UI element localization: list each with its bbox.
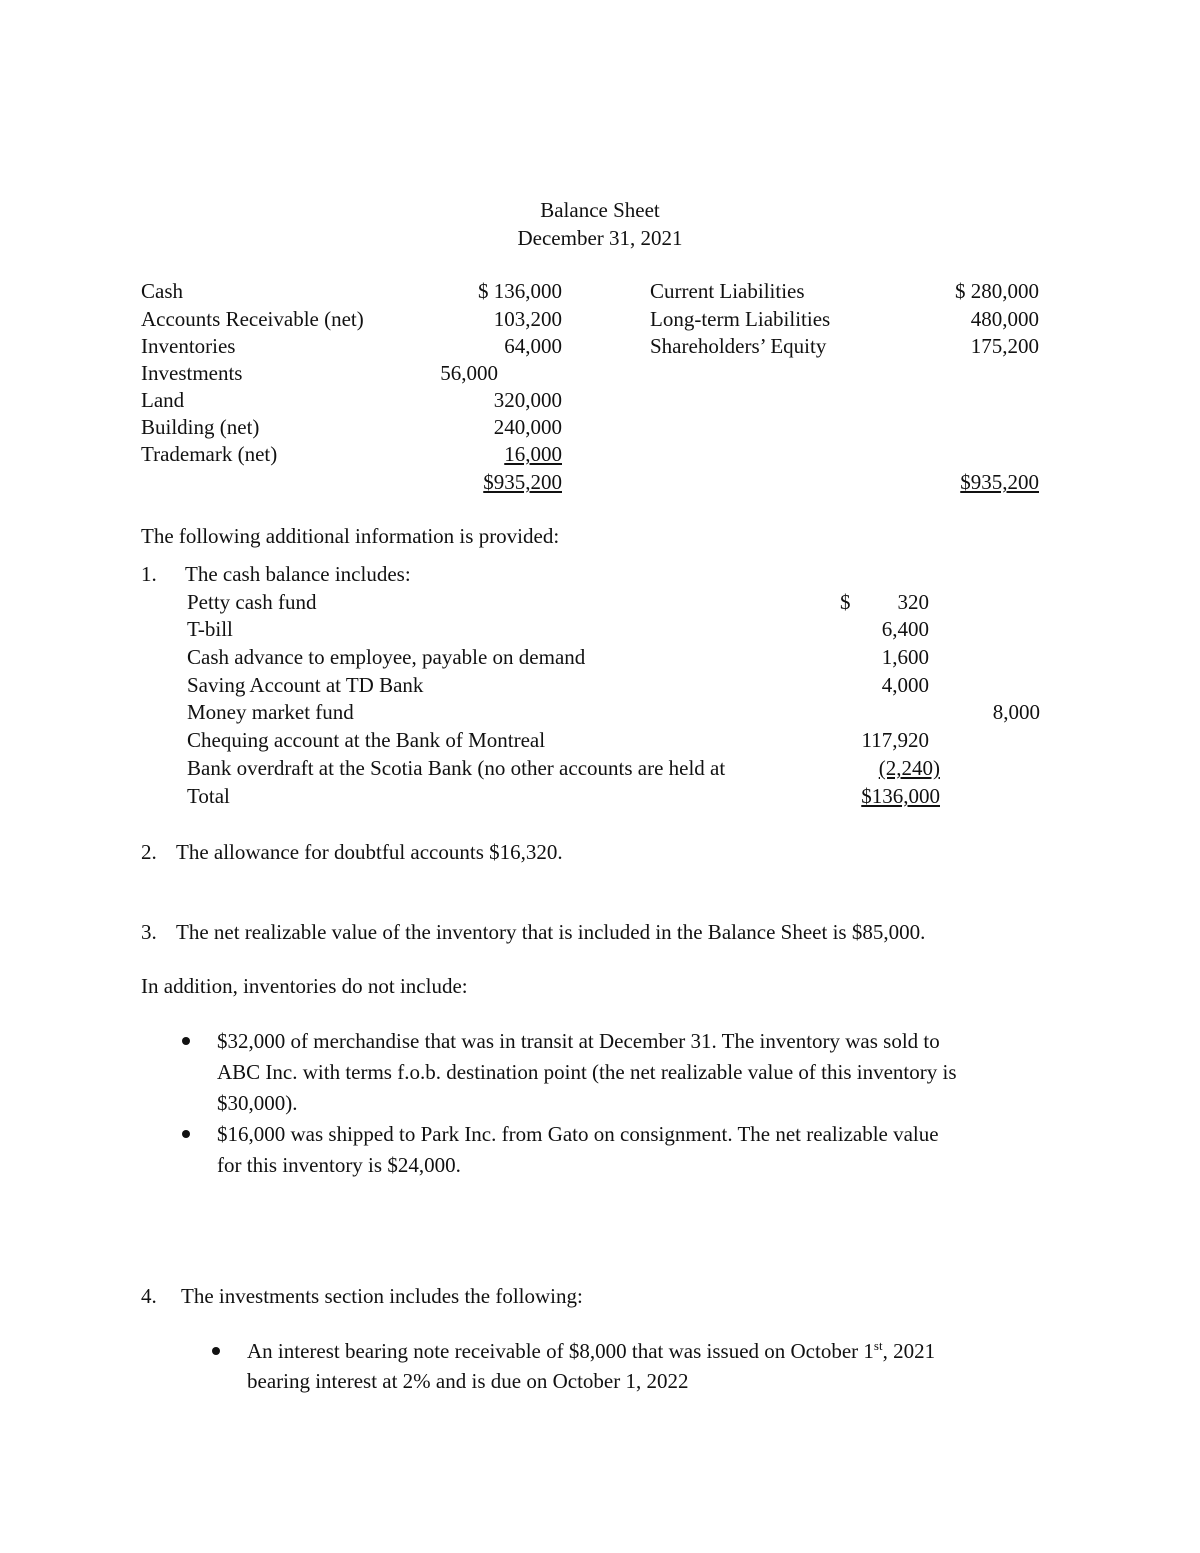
cash-item-label-total: Total <box>187 784 230 808</box>
equity-value: 175,200 <box>970 334 1039 358</box>
liabilities-total-text: $935,200 <box>960 470 1039 494</box>
cash-item-value-t-bill: 6,400 <box>881 617 929 641</box>
item-3-bullet-1-line-1: $32,000 of merchandise that was in transit at December 31. The inventory was sold to <box>217 1029 940 1053</box>
liability-label-current: Current Liabilities <box>650 279 805 303</box>
item-3-bullet-2-line-2: for this inventory is $24,000. <box>217 1153 461 1177</box>
cash-item-label-t-bill: T-bill <box>187 617 233 641</box>
balance-sheet-date: December 31, 2021 <box>517 226 683 250</box>
cash-item-label-petty-cash: Petty cash fund <box>187 590 317 614</box>
item-3-bullet-1-line-3: $30,000). <box>217 1091 298 1115</box>
cash-item-value-petty-cash: 320 <box>897 590 929 614</box>
bullet-icon <box>212 1347 220 1355</box>
asset-value-land: 320,000 <box>493 388 562 412</box>
asset-value-trademark <box>400 441 562 467</box>
asset-label-building: Building (net) <box>141 415 260 439</box>
cash-item-label-money-market: Money market fund <box>187 700 354 724</box>
asset-label-cash: Cash <box>141 279 183 303</box>
cash-item-value-cash-advance: 1,600 <box>881 645 929 669</box>
cash-item-label-chequing: Chequing account at the Bank of Montreal <box>187 728 546 752</box>
cash-item-value-total-text: $136,000 <box>861 784 940 808</box>
item-3-addition: In addition, inventories do not include: <box>141 974 468 998</box>
assets-total <box>400 469 562 495</box>
bullet-icon <box>182 1037 190 1045</box>
item-4-text: The investments section includes the following: <box>181 1284 583 1308</box>
item-4-bullet-1-line-1 <box>247 1338 935 1364</box>
cash-item-label-cash-advance: Cash advance to employee, payable on demand <box>187 645 586 669</box>
item-3-bullet-1-line-2: ABC Inc. with terms f.o.b. destination point (the net realizable value of this inventory is <box>217 1060 957 1084</box>
assets-total-text: $935,200 <box>483 470 562 494</box>
asset-value-building: 240,000 <box>493 415 562 439</box>
item-4-bullet-1-line-2: bearing interest at 2% and is due on October 1, 2022 <box>247 1369 689 1393</box>
asset-label-inventories: Inventories <box>141 334 236 358</box>
bullet-icon <box>182 1130 190 1138</box>
cash-item-label-saving-account: Saving Account at TD Bank <box>187 673 424 697</box>
item-4-number: 4. <box>141 1284 157 1308</box>
page-title: Balance Sheet <box>540 198 660 222</box>
additional-info-intro: The following additional information is provided: <box>141 524 560 548</box>
cash-item-value-chequing: 117,920 <box>861 728 929 752</box>
item-4-bullet-1-superscript: st <box>873 1338 883 1353</box>
asset-label-accounts-receivable: Accounts Receivable (net) <box>141 307 364 331</box>
item-3-number: 3. <box>141 920 157 944</box>
asset-value-trademark-text: 16,000 <box>504 442 562 466</box>
liability-value-long-term: 480,000 <box>970 307 1039 331</box>
cash-item-label-bank-overdraft: Bank overdraft at the Scotia Bank (no other accounts are held at <box>187 756 726 780</box>
asset-value-cash: $ 136,000 <box>478 279 562 303</box>
liability-value-current: $ 280,000 <box>955 279 1039 303</box>
item-1-title: The cash balance includes: <box>185 562 411 586</box>
asset-value-accounts-receivable: 103,200 <box>493 307 562 331</box>
cash-item-value-money-market: 8,000 <box>992 700 1040 724</box>
item-2-number: 2. <box>141 840 157 864</box>
item-3-bullet-2-line-1: $16,000 was shipped to Park Inc. from Gato on consignment. The net realizable value <box>217 1122 939 1146</box>
item-2-text: The allowance for doubtful accounts $16,320. <box>176 840 563 864</box>
cash-item-value-total <box>830 783 940 809</box>
asset-label-land: Land <box>141 388 185 412</box>
asset-label-trademark: Trademark (net) <box>141 442 278 466</box>
cash-item-value-saving-account: 4,000 <box>881 673 929 697</box>
asset-label-investments: Investments <box>141 361 243 385</box>
asset-value-investments: 56,000 <box>440 361 498 385</box>
cash-item-value-bank-overdraft-text: (2,240) <box>878 756 940 780</box>
item-4-bullet-1-text-b: , 2021 <box>882 1339 936 1363</box>
equity-label: Shareholders’ Equity <box>650 334 827 358</box>
asset-value-inventories: 64,000 <box>504 334 562 358</box>
liabilities-total <box>880 469 1039 495</box>
item-1-number: 1. <box>141 562 157 586</box>
liability-label-long-term: Long-term Liabilities <box>650 307 831 331</box>
cash-item-value-bank-overdraft <box>830 755 940 781</box>
cash-item-dollar-sign: $ <box>840 590 851 614</box>
item-4-bullet-1-text-a: An interest bearing note receivable of $8,000 that was issued on October 1 <box>247 1339 874 1363</box>
item-3-text: The net realizable value of the inventory that is included in the Balance Sheet is $85,000. <box>176 920 926 944</box>
